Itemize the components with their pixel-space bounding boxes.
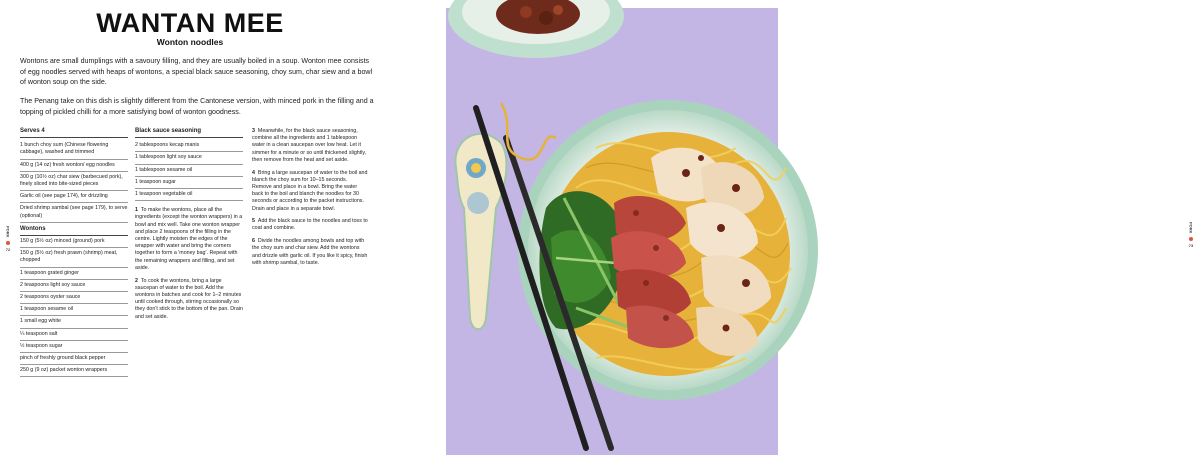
wontons-heading: Wontons (20, 223, 128, 236)
step-number: 3 (252, 128, 255, 134)
method-step (252, 238, 368, 267)
step-number: 4 (252, 169, 255, 176)
method-step (252, 170, 368, 213)
ingredient-item: 1 small egg white (20, 316, 128, 328)
sauce-and-steps-column (135, 128, 243, 326)
ingredient-item: 1 teaspoon sugar (135, 177, 243, 189)
step-number: 1 (135, 207, 138, 214)
method-step (135, 207, 243, 272)
sauce-heading: Black sauce seasoning (135, 128, 243, 138)
method-step (252, 218, 368, 232)
method-step (135, 278, 243, 321)
left-page-marker (4, 226, 12, 252)
ingredient-item: 2 teaspoons light soy sauce (20, 280, 128, 292)
sauce-ingredient-list (135, 140, 243, 201)
ingredient-item: 1 tablespoon sesame oil (135, 165, 243, 177)
recipe-subtitle: Wonton noodles (156, 37, 224, 47)
step-number: 6 (252, 238, 255, 245)
ingredient-item: 2 tablespoons kecap manis (135, 140, 243, 152)
bullet-icon (6, 241, 10, 245)
ingredient-item: Dried shrimp sambal (see page 179), to serve (optional) (20, 203, 128, 222)
serves-heading: Serves 4 (20, 128, 128, 138)
ingredient-item: 1 tablespoon light soy sauce (135, 152, 243, 164)
ingredient-item: 2 teaspoons oyster sauce (20, 292, 128, 304)
ingredient-item: pinch of freshly ground black pepper (20, 353, 128, 365)
intro-paragraph-2: The Penang take on this dish is slightly different from the Cantonese version, with minced pork in the filling and a topping of pickled chilli for a more satisfying bowl of wonton goodness. (20, 97, 374, 116)
ingredients-column (20, 128, 128, 377)
ingredient-item: 1 teaspoon sesame oil (20, 304, 128, 316)
intro-paragraph-1: Wontons are small dumplings with a savoury filling, and they are usually boiled in a soup. Wonton mee consists of egg noodles served with heaps of wontons, a special black sauce seasoning, choy sum, char siew and a bowl of wonton soup on the side. (20, 57, 373, 86)
step-text: To make the wontons, place all the ingredients (except the wonton wrappers) in a bowl and mix well. Take one wonton wrapper and place 2 teaspoons of the filling in the centre. Lightly moisten the edges of the wrapper with water and bring the corners together to form a 'money bag'. Repeat with the remaining wrappers and filling, and set aside. (135, 207, 243, 271)
step-text: Meanwhile, for the black sauce seasoning, combine all the ingredients and 1 tablespoon water in a clean saucepan over low heat. Let it simmer for a minute or so until thickened slightly, then remove from the heat and set aside. (252, 128, 367, 163)
right-page-marker (1186, 222, 1196, 248)
ingredient-item: 1 teaspoon grated ginger (20, 268, 128, 280)
step-text: To cook the wontons, bring a large saucepan of water to the boil. Add the wontons in batches and cook for 1–2 minutes until cooked through, stirring occasionally so they don't stick to the bottom of the pan. Drain and set aside. (135, 277, 243, 320)
main-ingredient-list (20, 140, 128, 223)
step-text: Bring a large saucepan of water to the boil and blanch the choy sum for 10–15 seconds. Remove and place in a bowl. Bring the water back to the boil and blanch the noodles for 30 seconds or according to the packet instructions. Drain and place in a separate bowl. (252, 169, 368, 212)
ingredient-item: 250 g (9 oz) packet wonton wrappers (20, 365, 128, 377)
left-page (0, 0, 400, 460)
page-number: 73 (1188, 242, 1194, 248)
ingredient-item: ¼ teaspoon salt (20, 329, 128, 341)
section-label: PORK (1188, 222, 1194, 234)
ingredient-item: 1 bunch choy sum (Chinese flowering cabbage), washed and trimmed (20, 140, 128, 159)
ingredient-item: 300 g (10½ oz) char siew (barbecued pork), finely sliced into bite-sized pieces (20, 172, 128, 191)
ingredient-item: 150 g (5½ oz) fresh prawn (shrimp) meat, chopped (20, 248, 128, 267)
recipe-title: WANTAN MEE (96, 8, 284, 38)
steps-column (252, 128, 368, 272)
section-label: PORK (5, 226, 11, 238)
wonton-ingredient-list (20, 236, 128, 377)
ingredient-item: ½ teaspoon sugar (20, 341, 128, 353)
step-text: Divide the noodles among bowls and top with the choy sum and char siew. Add the wontons and drizzle with garlic oil. If you like it spicy, finish with shrimp sambal, to taste. (252, 238, 368, 266)
bullet-icon (1189, 237, 1193, 241)
ingredient-item: 1 teaspoon vegetable oil (135, 189, 243, 201)
step-number: 2 (135, 277, 138, 284)
ingredient-item: 150 g (5½ oz) minced (ground) pork (20, 236, 128, 248)
ingredient-item: Garlic oil (see page 174), for drizzling (20, 191, 128, 203)
method-step (252, 128, 368, 164)
ingredient-item: 400 g (14 oz) fresh wonton/ egg noodles (20, 160, 128, 172)
step-text: Add the black sauce to the noodles and toss to coat and combine. (252, 218, 368, 232)
wonton-noodle-photo (446, 8, 778, 455)
page-number: 72 (5, 246, 11, 252)
step-number: 5 (252, 218, 255, 225)
food-illustration (446, 8, 778, 455)
